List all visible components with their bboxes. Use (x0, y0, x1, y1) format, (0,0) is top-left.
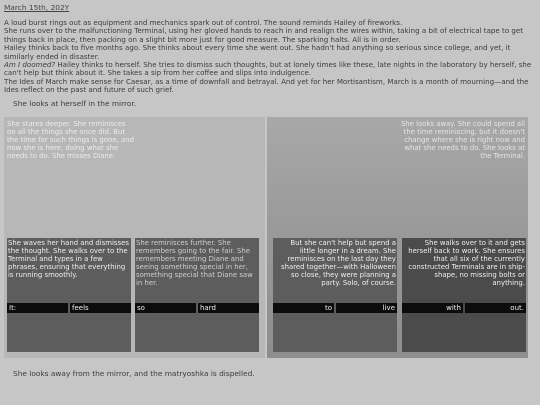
word-row (7, 303, 131, 313)
word-row (273, 303, 397, 313)
word-slot[interactable]: hard (198, 303, 259, 313)
choice-card-work[interactable] (402, 238, 526, 352)
word-slot[interactable]: to (273, 303, 334, 313)
story-paragraph: Hailey thinks back to five months ago. She thinks about every time she went out. She hadn't had anything so serious since college, and yet, it similarly ended in disaster. (4, 43, 511, 61)
mirror-intro: She looks at herself in the mirror. (13, 99, 137, 108)
story-text (4, 19, 536, 95)
entry-date: March 15th, 202Y (4, 3, 70, 12)
inner-thought: Am I doomed? (4, 60, 56, 70)
word-slot[interactable]: feels (70, 303, 131, 313)
mirror-option-look-away[interactable]: She looks away. She could spend all the time reminiscing, but it doesn't change where she is right now and what she needs to do. She looks at the Terminal. (400, 120, 525, 161)
story-paragraph (4, 61, 536, 78)
outro-text: She looks away from the mirror, and the matryoshka is dispelled. (13, 369, 255, 378)
word-slot[interactable]: It: (7, 303, 68, 313)
word-row (402, 303, 526, 313)
choice-card-dismiss[interactable] (7, 238, 131, 352)
card-text: She walks over to it and gets herself back to work. She ensures that all six of the currently constructed Terminals are in ship-shape, no missing bolts or anything. (408, 239, 525, 288)
story-paragraph: A loud burst rings out as equipment and mechanics spark out of control. The sound reminds Hailey of fireworks. (4, 18, 403, 27)
word-slot[interactable]: live (336, 303, 397, 313)
story-paragraph: The Ides of March make sense for Caesar, as a time of downfall and betrayal. And yet for her Mortisantism, March is a month of mourning—and the Ides reflect on the past and future of such grief. (4, 76, 529, 95)
choice-card-dream[interactable] (273, 238, 397, 352)
word-slot[interactable]: so (135, 303, 196, 313)
card-text: She waves her hand and dismisses the thought. She walks over to the Terminal and types in a few phrases, ensuring that everything is running smoothly. (8, 239, 129, 280)
mirror-option-stare-deeper[interactable]: She stares deeper. She reminisces on all the things she once did. But the time for such things is gone, and now she is here, doing what she needs to do. She misses Diane. (7, 120, 134, 161)
word-slot[interactable]: with (402, 303, 463, 313)
card-text: She reminisces further. She remembers going to the fair. She remembers meeting Diane and seeing something special in her, something special that Diane saw in her. (136, 239, 253, 288)
card-text: But she can't help but spend a little longer in a dream. She reminisces on the last day they shared together—with Halloween so close, they were planning a party. Solo, of course. (281, 239, 396, 288)
choice-card-reminisce[interactable] (135, 238, 259, 352)
story-paragraph: She runs over to the malfunctioning Terminal, using her gloved hands to reach in and realign the wires within, taking a bit of electrical tape to get things back in place, then packing on a slight bit more just for good measure. The sparking halts. All is in order. (4, 26, 524, 44)
story-paragraph-rest: Hailey thinks to herself. She tries to dismiss such thoughts, but at lonely times like these, late nights in the laboratory by herself, she can't help but think about it. She takes a sip from her coffee and slips into indulgence. (4, 60, 532, 78)
word-row (135, 303, 259, 313)
word-slot[interactable]: out. (465, 303, 526, 313)
